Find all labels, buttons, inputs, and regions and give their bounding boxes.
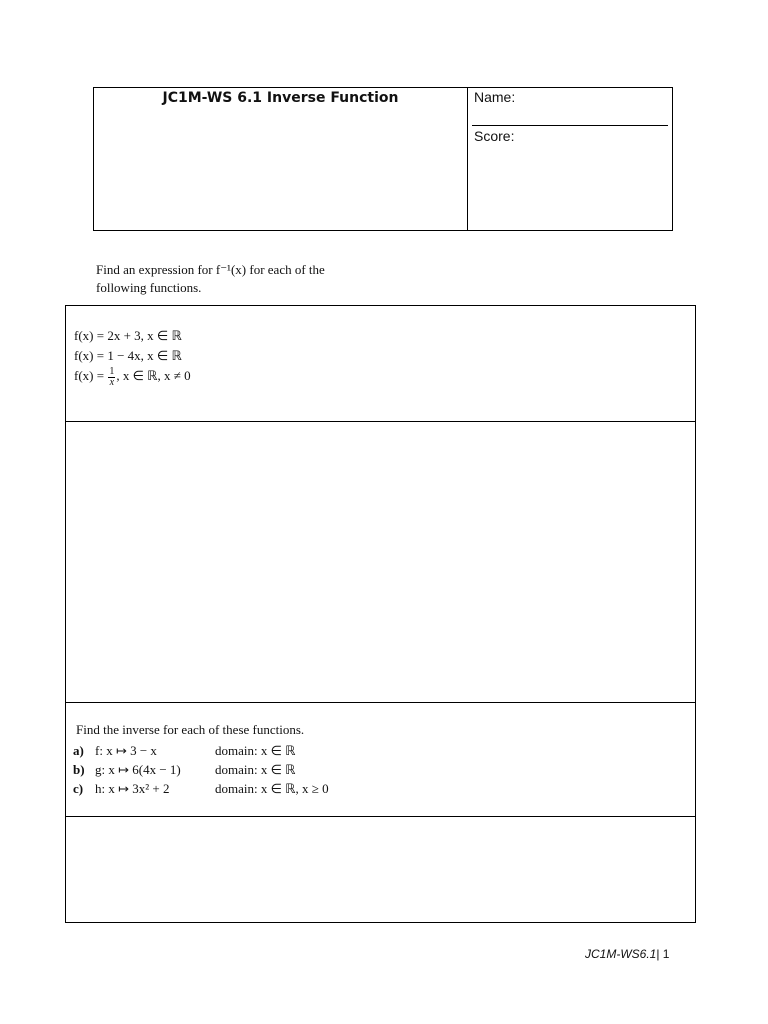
title-cell xyxy=(94,88,468,230)
page-number: 1 xyxy=(662,947,670,961)
section2-instruction: Find the inverse for each of these functions. xyxy=(76,722,305,737)
name-line xyxy=(472,125,668,126)
part-item xyxy=(73,741,329,760)
name-label: Name: xyxy=(474,89,516,105)
section2-question-box xyxy=(65,702,696,817)
section1-instruction: Find an expression for f⁻¹(x) for each of the following functions. xyxy=(96,262,325,295)
part-label: c) xyxy=(73,781,84,796)
part-domain: domain: x ∈ ℝ xyxy=(215,762,296,777)
part-function: h: x ↦ 3x² + 2 xyxy=(95,781,170,796)
score-label: Score: xyxy=(474,128,515,144)
function-rhs: , x ∈ ℝ, x ≠ 0 xyxy=(116,368,191,383)
part-function: g: x ↦ 6(4x − 1) xyxy=(95,762,181,777)
fraction xyxy=(108,367,115,388)
part-item xyxy=(73,779,329,798)
part-list xyxy=(73,741,329,798)
footer-code: JC1M-WS6.1 xyxy=(585,947,657,961)
fraction-numerator: 1 xyxy=(109,365,115,377)
page-footer xyxy=(585,947,669,961)
footer-separator: | xyxy=(656,947,663,961)
section2-answer-box[interactable] xyxy=(65,816,696,923)
function-lhs: f(x) = xyxy=(74,368,108,383)
student-info-cell xyxy=(468,88,672,230)
part-function: f: x ↦ 3 − x xyxy=(95,743,157,758)
section1-question-box xyxy=(65,305,696,422)
part-label: b) xyxy=(73,762,85,777)
worksheet-header xyxy=(93,87,673,231)
function-item: f(x) = 1 − 4x, x ∈ ℝ xyxy=(74,348,182,363)
worksheet-title: JC1M-WS 6.1 Inverse Function xyxy=(162,90,399,106)
part-item xyxy=(73,760,329,779)
function-item: f(x) = 2x + 3, x ∈ ℝ xyxy=(74,328,182,343)
fraction-denominator: x xyxy=(109,376,115,388)
part-domain: domain: x ∈ ℝ, x ≥ 0 xyxy=(215,781,329,796)
function-list xyxy=(74,326,191,386)
part-label: a) xyxy=(73,743,84,758)
function-item xyxy=(74,366,191,386)
section1-answer-box[interactable] xyxy=(65,421,696,703)
part-domain: domain: x ∈ ℝ xyxy=(215,743,296,758)
